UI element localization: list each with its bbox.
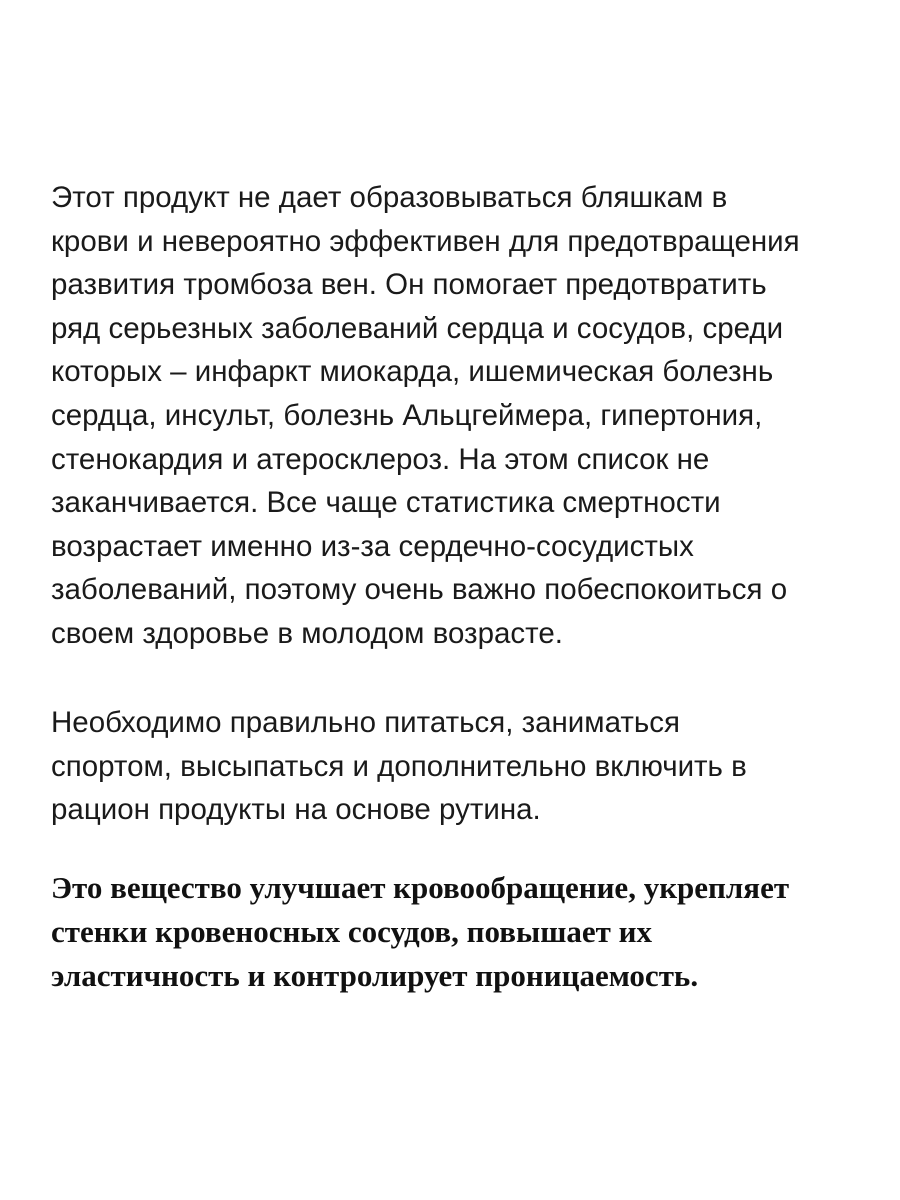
paragraph-thrombosis-prevention <box>51 176 800 656</box>
text-line: ряд серьезных заболеваний сердца и сосудов, среди <box>51 311 784 345</box>
text-line: Необходимо правильно питаться, заниматься <box>51 706 680 739</box>
text-line: стенки кровеносных сосудов, повышает их <box>51 914 652 949</box>
text-line: развития тромбоза вен. Он помогает предотвратить <box>51 268 767 302</box>
text-line: сердца, инсульт, болезнь Альцгеймера, гипертония, <box>51 398 763 432</box>
text-line: рацион продукты на основе рутина. <box>51 793 541 827</box>
text-line: Это вещество улучшает кровообращение, укрепляет <box>51 870 790 905</box>
text-line: крови и невероятно эффективен для предотвращения <box>51 224 800 258</box>
text-line: спортом, высыпаться и дополнительно включить в <box>51 749 747 783</box>
text-line: которых – инфаркт миокарда, ишемическая болезнь <box>51 355 774 389</box>
text-line: заболеваний, поэтому очень важно побеспокоиться о <box>51 573 788 607</box>
paragraph-rutin-benefits-bold <box>51 866 789 998</box>
text-line: эластичность и контролирует проницаемость. <box>51 958 699 993</box>
paragraph-lifestyle-advice <box>51 701 747 832</box>
text-line: Этот продукт не дает образовываться бляшкам в <box>51 181 728 214</box>
text-line: своем здоровье в молодом возрасте. <box>51 616 563 650</box>
text-line: возрастает именно из-за сердечно-сосудистых <box>51 529 694 563</box>
text-line: стенокардия и атеросклероз. На этом список не <box>51 442 710 476</box>
text-line: заканчивается. Все чаще статистика смертности <box>51 486 721 520</box>
